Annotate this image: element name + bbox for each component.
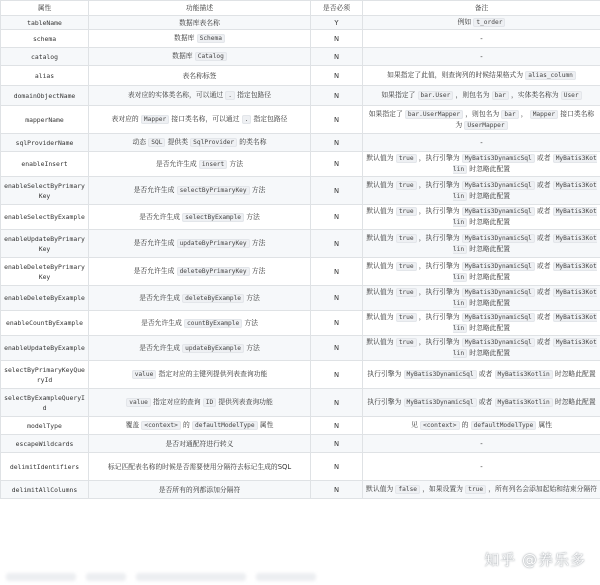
description-cell [89, 361, 311, 389]
table-row [1, 258, 600, 286]
description-cell [89, 417, 311, 435]
inline-code: MyBatis3DynamicSql [462, 338, 535, 347]
table-row [1, 48, 600, 66]
inline-code: MyBatis3DynamicSql [462, 207, 535, 216]
text-segment: 的 [459, 421, 471, 429]
text-segment: 默认值为 [366, 154, 396, 162]
text-segment: 时忽略此配置 [467, 349, 511, 357]
text-segment: 是否允许生成 [155, 159, 199, 168]
table-row [1, 361, 600, 389]
table-row [1, 417, 600, 435]
text-segment: 标记匹配表名称的时候是否需要使用分隔符去标记生成的SQL [107, 462, 292, 471]
required-cell: N [311, 230, 363, 258]
table-row [1, 86, 600, 106]
inline-code: true [396, 154, 417, 163]
required-cell: N [311, 106, 363, 134]
watermark: 知乎 @养乐多 [484, 551, 586, 569]
text-segment: 见 [411, 421, 420, 429]
description-cell [89, 336, 311, 361]
attribute-name: enableUpdateByExample [1, 336, 89, 361]
text-segment: 或者 [476, 370, 495, 378]
table-row [1, 230, 600, 258]
text-segment: ，所有列名会添加起始和结束分隔符 [486, 485, 597, 493]
required-cell: N [311, 481, 363, 499]
text-segment: 时忽略此配置 [467, 299, 511, 307]
text-segment: 指定包路径 [251, 115, 288, 123]
inline-code: updateByExample [182, 344, 244, 353]
text-segment: 如果指定了此值，则查询列的时候结果格式为 [387, 71, 526, 79]
required-cell: N [311, 258, 363, 286]
text-segment: 默认值为 [366, 288, 396, 296]
required-cell: Y [311, 16, 363, 30]
text-segment: ，执行引擎为 [416, 154, 462, 162]
description-cell [89, 205, 311, 230]
inline-code: alias_column [525, 71, 576, 80]
description-cell [89, 152, 311, 177]
inline-code: SQL [148, 138, 165, 147]
text-segment: 默认值为 [366, 180, 396, 189]
inline-code: insert [199, 160, 227, 169]
text-segment: 指定对应的主键列提供列表查询功能 [156, 370, 268, 378]
text-segment: ，则包名为 [463, 109, 502, 118]
inline-code: MyBatis3Kotlin [452, 208, 597, 226]
table-row [1, 435, 600, 453]
text-segment: 属性 [536, 421, 552, 429]
text-segment: 时忽略此配置 [467, 191, 511, 200]
table-header-row [1, 1, 600, 16]
note-cell [363, 48, 600, 66]
note-cell [363, 311, 600, 336]
inline-code: deleteByPrimaryKey [177, 267, 250, 276]
text-segment: 时忽略此配置 [467, 244, 511, 253]
inline-code: bar.User [418, 91, 454, 100]
text-segment: ，执行引擎为 [416, 338, 462, 346]
note-cell [363, 152, 600, 177]
text-segment: 时忽略此配置 [467, 324, 511, 332]
inline-code: bar [501, 110, 518, 119]
attribute-name: selectByExampleQueryId [1, 389, 89, 417]
inline-code: MyBatis3Kotlin [452, 155, 597, 173]
inline-code: true [396, 181, 417, 190]
attribute-name: mapperName [1, 106, 89, 134]
table-row [1, 311, 600, 336]
inline-code: SqlProvider [190, 138, 237, 147]
table-body [1, 16, 600, 499]
description-cell [89, 30, 311, 48]
table-row [1, 16, 600, 30]
description-cell [89, 453, 311, 481]
inline-code: value [126, 398, 151, 407]
text-segment: 表名称标签 [182, 71, 217, 80]
inline-code: . [242, 115, 252, 124]
text-segment: 数据库表名称 [179, 18, 220, 27]
inline-code: defaultModelType [471, 421, 537, 430]
blurred-footer [0, 568, 600, 585]
note-cell [363, 177, 600, 205]
table-row [1, 66, 600, 86]
text-segment: 表对应的 [111, 115, 141, 123]
attribute-name: escapeWildcards [1, 435, 89, 453]
attribute-name: domainObjectName [1, 86, 89, 106]
text-segment: 方法 [244, 293, 260, 302]
attribute-name: enableSelectByPrimaryKey [1, 177, 89, 205]
text-segment: 执行引擎为 [367, 370, 404, 378]
attribute-name: enableInsert [1, 152, 89, 177]
attribute-name: enableUpdateByPrimaryKey [1, 230, 89, 258]
description-cell [89, 258, 311, 286]
note-cell [363, 134, 600, 152]
text-segment: 方法 [244, 212, 260, 221]
note-cell [363, 16, 600, 30]
note-cell [363, 86, 600, 106]
header-attribute: 属性 [1, 1, 89, 16]
table-row [1, 453, 600, 481]
text-segment: ，执行引擎为 [416, 207, 462, 215]
description-cell [89, 389, 311, 417]
description-cell [89, 106, 311, 134]
text-segment: 或者 [534, 233, 553, 242]
text-segment: 默认值为 [366, 338, 396, 346]
inline-code: ID [203, 398, 216, 407]
text-segment: 是否允许生成 [133, 186, 177, 194]
inline-code: selectByPrimaryKey [177, 186, 250, 195]
text-segment: 默认值为 [366, 207, 396, 215]
note-cell [363, 66, 600, 86]
text-segment: 的类名称 [237, 138, 267, 146]
attribute-name: tableName [1, 16, 89, 30]
note-cell [363, 336, 600, 361]
text-segment: 或者 [534, 261, 553, 270]
required-cell: N [311, 453, 363, 481]
text-segment: 是否对通配符进行转义 [165, 439, 234, 448]
text-segment: 方法 [249, 186, 266, 194]
text-segment: 默认值为 [366, 485, 396, 493]
inline-code: . [225, 91, 235, 100]
note-cell [363, 453, 600, 481]
inline-code: MyBatis3DynamicSql [462, 181, 535, 190]
table-row [1, 152, 600, 177]
description-cell [89, 481, 311, 499]
table-row [1, 336, 600, 361]
inline-code: selectByExample [182, 213, 244, 222]
inline-code: MyBatis3Kotlin [495, 370, 553, 379]
text-segment: ，执行引擎为 [416, 313, 462, 321]
inline-code: MyBatis3Kotlin [452, 314, 597, 332]
required-cell: N [311, 286, 363, 311]
note-cell [363, 286, 600, 311]
inline-code: true [396, 338, 417, 347]
text-segment: 提供类 [165, 138, 191, 146]
inline-code: Mapper [530, 110, 558, 119]
inline-code: Mapper [141, 115, 169, 124]
text-segment: 是否允许生成 [141, 318, 185, 327]
description-cell [89, 48, 311, 66]
text-segment: 数据库 [172, 52, 195, 60]
attribute-name: catalog [1, 48, 89, 66]
inline-code: false [395, 485, 420, 494]
text-segment: 时忽略此配置 [552, 398, 596, 406]
text-segment: 的 [180, 421, 193, 429]
text-segment: - [480, 52, 483, 61]
table-row [1, 286, 600, 311]
text-segment: ，执行引擎为 [416, 233, 462, 242]
note-cell [363, 30, 600, 48]
inline-code: <context> [420, 421, 460, 430]
required-cell: N [311, 30, 363, 48]
text-segment: 指定包路径 [234, 91, 272, 99]
attribute-name: modelType [1, 417, 89, 435]
attribute-name: enableSelectByExample [1, 205, 89, 230]
text-segment: 方法 [249, 267, 266, 275]
inline-code: true [396, 313, 417, 322]
header-required: 是否必须 [311, 1, 363, 16]
text-segment: 接口类名称为 [455, 109, 595, 129]
text-segment: 方法 [242, 318, 258, 327]
required-cell: N [311, 86, 363, 106]
attribute-name: delimitIdentifiers [1, 453, 89, 481]
text-segment: 是否允许生成 [139, 343, 183, 352]
table-row [1, 134, 600, 152]
description-cell [89, 86, 311, 106]
table-row [1, 481, 600, 499]
table-row [1, 177, 600, 205]
description-cell [89, 286, 311, 311]
attribute-name: enableDeleteByPrimaryKey [1, 258, 89, 286]
text-segment: ，执行引擎为 [416, 288, 462, 296]
attribute-name: enableCountByExample [1, 311, 89, 336]
header-description: 功能描述 [89, 1, 311, 16]
required-cell: N [311, 66, 363, 86]
inline-code: MyBatis3Kotlin [452, 234, 597, 253]
text-segment: 时忽略此配置 [467, 218, 511, 226]
note-cell [363, 106, 600, 134]
inline-code: Catalog [195, 52, 227, 61]
text-segment: ，执行引擎为 [416, 261, 462, 270]
required-cell: N [311, 152, 363, 177]
inline-code: countByExample [184, 319, 242, 328]
inline-code: UserMapper [464, 121, 507, 130]
note-cell [363, 389, 600, 417]
text-segment: 是否允许生成 [133, 239, 177, 247]
text-segment: ，执行引擎为 [416, 180, 462, 189]
description-cell [89, 177, 311, 205]
inline-code: MyBatis3DynamicSql [462, 313, 535, 322]
text-segment: 数据库 [174, 34, 197, 42]
attribute-name: sqlProviderName [1, 134, 89, 152]
description-cell [89, 16, 311, 30]
text-segment: 时忽略此配置 [467, 165, 511, 173]
text-segment: 是否允许生成 [139, 293, 183, 302]
text-segment: 时忽略此配置 [552, 370, 596, 378]
text-segment: 是否所有的列都添加分隔符 [158, 485, 241, 494]
inline-code: MyBatis3DynamicSql [462, 262, 535, 271]
text-segment: 或者 [534, 313, 553, 321]
required-cell: N [311, 134, 363, 152]
inline-code: t_order [473, 18, 505, 27]
inline-code: Schema [197, 34, 225, 43]
text-segment: 例如 [457, 18, 474, 26]
text-segment: 默认值为 [366, 233, 396, 242]
inline-code: true [396, 262, 417, 271]
text-segment: 指定对应的查询 [150, 398, 203, 406]
inline-code: MyBatis3Kotlin [452, 262, 597, 281]
inline-code: true [465, 485, 486, 494]
note-cell [363, 205, 600, 230]
text-segment: 方法 [244, 343, 260, 352]
inline-code: <context> [141, 421, 181, 430]
description-cell [89, 66, 311, 86]
table-row [1, 106, 600, 134]
text-segment: ，如果设置为 [420, 485, 466, 493]
text-segment: - [480, 439, 483, 448]
text-segment: 执行引擎为 [367, 398, 404, 406]
text-segment: 是否允许生成 [133, 267, 177, 275]
inline-code: true [396, 207, 417, 216]
attribute-name: delimitAllColumns [1, 481, 89, 499]
note-cell [363, 417, 600, 435]
text-segment: 默认值为 [366, 261, 396, 270]
text-segment: 或者 [534, 180, 553, 189]
inline-code: bar [492, 91, 509, 100]
required-cell: N [311, 389, 363, 417]
required-cell: N [311, 417, 363, 435]
attribute-name: selectByPrimaryKeyQueryId [1, 361, 89, 389]
attribute-name: schema [1, 30, 89, 48]
inline-code: MyBatis3DynamicSql [462, 234, 535, 243]
text-segment: - [480, 34, 483, 43]
table-row [1, 205, 600, 230]
text-segment: 动态 [132, 138, 149, 146]
text-segment: ， [518, 109, 530, 118]
inline-code: MyBatis3Kotlin [495, 398, 553, 407]
text-segment: 如果指定了 [368, 109, 405, 118]
attribute-name: alias [1, 66, 89, 86]
inline-code: MyBatis3DynamicSql [404, 370, 477, 379]
note-cell [363, 361, 600, 389]
required-cell: N [311, 435, 363, 453]
description-cell [89, 134, 311, 152]
note-cell [363, 435, 600, 453]
inline-code: MyBatis3DynamicSql [462, 154, 535, 163]
text-segment: 或者 [534, 154, 553, 162]
table-row [1, 389, 600, 417]
text-segment: 提供列表查询功能 [216, 398, 273, 406]
inline-code: deleteByExample [182, 294, 244, 303]
required-cell: N [311, 361, 363, 389]
note-cell [363, 258, 600, 286]
header-note: 备注 [363, 1, 600, 16]
required-cell: N [311, 205, 363, 230]
required-cell: N [311, 48, 363, 66]
inline-code: updateByPrimaryKey [177, 239, 250, 248]
inline-code: true [396, 288, 417, 297]
inline-code: MyBatis3Kotlin [452, 339, 597, 357]
text-segment: 如果指定了 [381, 91, 418, 99]
inline-code: value [132, 370, 157, 379]
description-cell [89, 230, 311, 258]
inline-code: bar.UserMapper [405, 110, 463, 119]
text-segment: 或者 [534, 207, 553, 215]
inline-code: MyBatis3Kotlin [452, 181, 597, 200]
inline-code: MyBatis3Kotlin [452, 289, 597, 307]
note-cell [363, 481, 600, 499]
table-row [1, 30, 600, 48]
note-cell [363, 230, 600, 258]
required-cell: N [311, 177, 363, 205]
text-segment: ，则包名为 [453, 91, 492, 99]
text-segment: 表对应的实体类名称，可以通过 [127, 91, 226, 99]
text-segment: 时忽略此配置 [467, 272, 511, 281]
text-segment: ，实体类名称为 [508, 91, 561, 99]
inline-code: defaultModelType [192, 421, 258, 430]
text-segment: 接口类名称，可以通过 [169, 115, 242, 123]
text-segment: 覆盖 [125, 421, 142, 429]
required-cell: N [311, 311, 363, 336]
text-segment: - [480, 462, 483, 471]
inline-code: true [396, 234, 417, 243]
text-segment: - [480, 138, 483, 147]
text-segment: 或者 [534, 338, 553, 346]
required-cell: N [311, 336, 363, 361]
text-segment: 或者 [534, 288, 553, 296]
inline-code: MyBatis3DynamicSql [404, 398, 477, 407]
text-segment: 方法 [249, 239, 266, 247]
text-segment: 默认值为 [366, 313, 396, 321]
text-segment: 属性 [257, 421, 274, 429]
text-segment: 是否允许生成 [139, 212, 183, 221]
description-cell [89, 311, 311, 336]
text-segment: 或者 [476, 398, 495, 406]
description-cell [89, 435, 311, 453]
attribute-name: enableDeleteByExample [1, 286, 89, 311]
inline-code: User [561, 91, 582, 100]
inline-code: MyBatis3DynamicSql [462, 288, 535, 297]
text-segment: 方法 [227, 159, 244, 168]
